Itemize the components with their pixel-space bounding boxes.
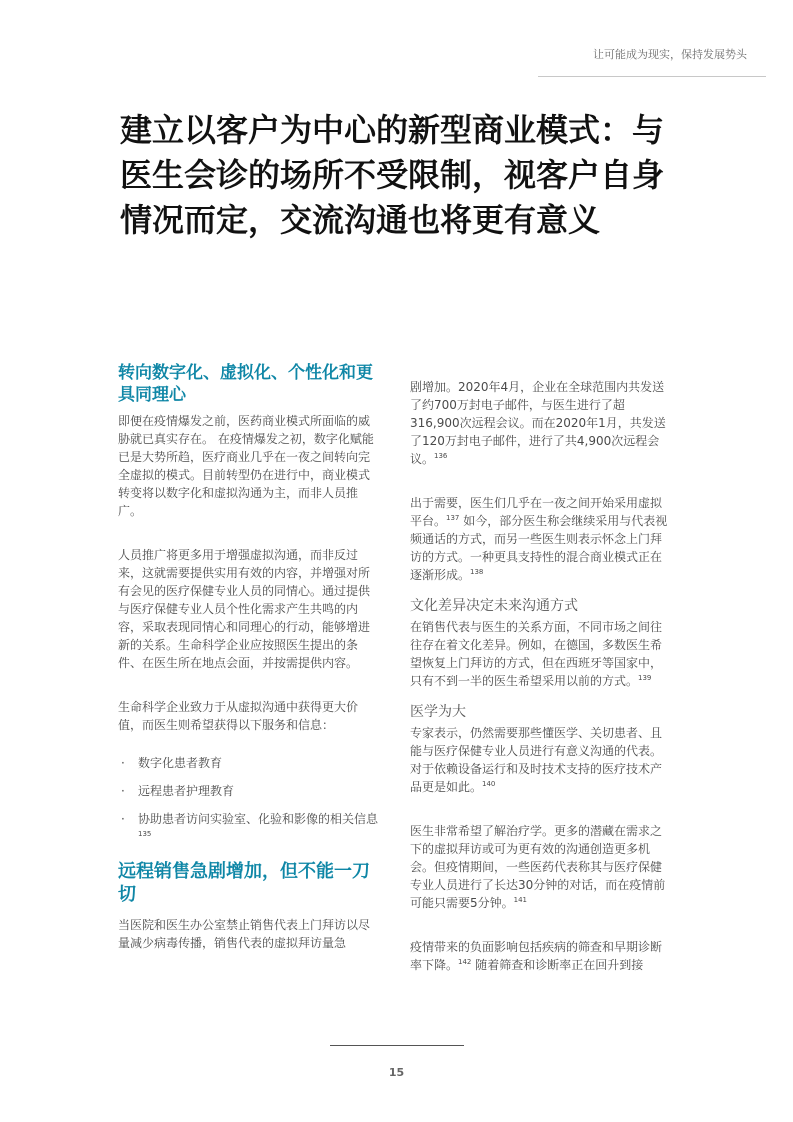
footnote-ref: 138 bbox=[470, 568, 484, 576]
paragraph: 当医院和医生办公室禁止销售代表上门拜访以尽量减少病毒传播，销售代表的虚拟拜访量急 bbox=[118, 918, 371, 950]
paragraph: 出于需要，医生们几乎在一夜之间开始采用虚拟平台。$^{137}$ 如今，部分医生称会继续采用与代表视频通话的方式，而另一些医生则表示怀念上门拜访的方式。一种更具支持性的混合商业模式正在逐渐形成。$^{138}$ bbox=[410, 496, 668, 582]
section-heading-digital: 转向数字化、虚拟化、个性化和更具同理心 bbox=[118, 363, 373, 405]
page-title: 建立以客户为中心的新型商业模式：与医生会诊的场所不受限制，视客户自身情况而定，交流沟通也将更有意义 bbox=[120, 111, 665, 239]
list-item-text: 协助患者访问实验室、化验和影像的相关信息 bbox=[138, 812, 379, 826]
footnote-ref: 135 bbox=[138, 830, 152, 838]
running-header: 让可能成为现实，保持发展势头 bbox=[593, 48, 747, 61]
paragraph: 生命科学企业致力于从虚拟沟通中获得更大价值，而医生则希望获得以下服务和信息： bbox=[118, 700, 359, 732]
page-number: 15 bbox=[388, 1066, 405, 1079]
right-column bbox=[410, 378, 672, 1000]
footer-divider bbox=[330, 1045, 464, 1046]
bullet-icon: · bbox=[121, 784, 125, 798]
list-item-text: 数字化患者教育 bbox=[138, 756, 223, 770]
list-item bbox=[118, 754, 380, 772]
paragraph: 在销售代表与医生的关系方面，不同市场之间往往存在着文化差异。例如，在德国，多数医生希望恢复上门拜访的方式，但在西班牙等国家中，只有不到一半的医生希望采用以前的方式。$^{139}$ bbox=[410, 620, 663, 688]
paragraph: 专家表示，仍然需要那些懂医学、关切患者、且能与医疗保健专业人员进行有意义沟通的代表。对于依赖设备运行和及时技术支持的医疗技术产品更是如此。$^{140}$ bbox=[410, 726, 663, 794]
paragraph: 人员推广将更多用于增强虚拟沟通，而非反过来，这就需要提供实用有效的内容，并增强对所有会见的医疗保健专业人员的同情心。通过提供与医疗保健专业人员个性化需求产生共鸣的内容，采取表现同情心和同理心的行动，能够增进新的关系。生命科学企业应按照医生提出的条件、在医生所在地点会面，并按需提供内容。 bbox=[118, 548, 371, 670]
bullet-list bbox=[118, 754, 380, 846]
subheading-culture: 文化差异决定未来沟通方式 bbox=[410, 598, 578, 614]
subheading-medicine: 医学为大 bbox=[410, 704, 466, 720]
list-item-text: 远程患者护理教育 bbox=[138, 784, 235, 798]
footnote-ref: 141 bbox=[513, 896, 528, 904]
paragraph: 即便在疫情爆发之前，医药商业模式所面临的威胁就已真实存在。 在疫情爆发之初，数字化赋能已是大势所趋，医疗商业几乎在一夜之间转向完全虚拟的模式。目前转型仍在进行中，商业模式转变将以数字化和虚拟沟通为主，而非人员推广。 bbox=[118, 414, 374, 518]
list-item bbox=[118, 782, 380, 800]
paragraph: 剧增加。2020年4月，企业在全球范围内共发送了约700万封电子邮件，与医生进行了超316,900次远程会议。而在2020年1月，共发送了120万封电子邮件，进行了共4,900次远程会议。$^{136}$ bbox=[410, 380, 666, 466]
footnote-ref: 142 bbox=[458, 958, 472, 966]
footnote-ref: 136 bbox=[434, 452, 448, 460]
header-divider bbox=[538, 76, 766, 77]
bullet-icon: · bbox=[121, 756, 125, 770]
footnote-ref: 140 bbox=[482, 780, 496, 788]
paragraph: 疫情带来的负面影响包括疾病的筛查和早期诊断率下降。$^{142}$ 随着筛查和诊断率正在回升到接 bbox=[410, 940, 663, 972]
footnote-ref: 139 bbox=[638, 674, 652, 682]
list-item bbox=[118, 810, 380, 846]
section-heading-remote-sales: 远程销售急剧增加，但不能一刀切 bbox=[118, 861, 370, 905]
paragraph: 医生非常希望了解治疗学。更多的潜藏在需求之下的虚拟拜访或可为更有效的沟通创造更多机会。但疫情期间，一些医药代表称其与医疗保健专业人员进行了长达30分钟的对话，而在疫情前可能只需要5分钟。$^{141}$ bbox=[410, 824, 666, 910]
bullet-icon: · bbox=[121, 812, 125, 826]
footnote-ref: 137 bbox=[446, 514, 460, 522]
left-column bbox=[118, 362, 380, 978]
